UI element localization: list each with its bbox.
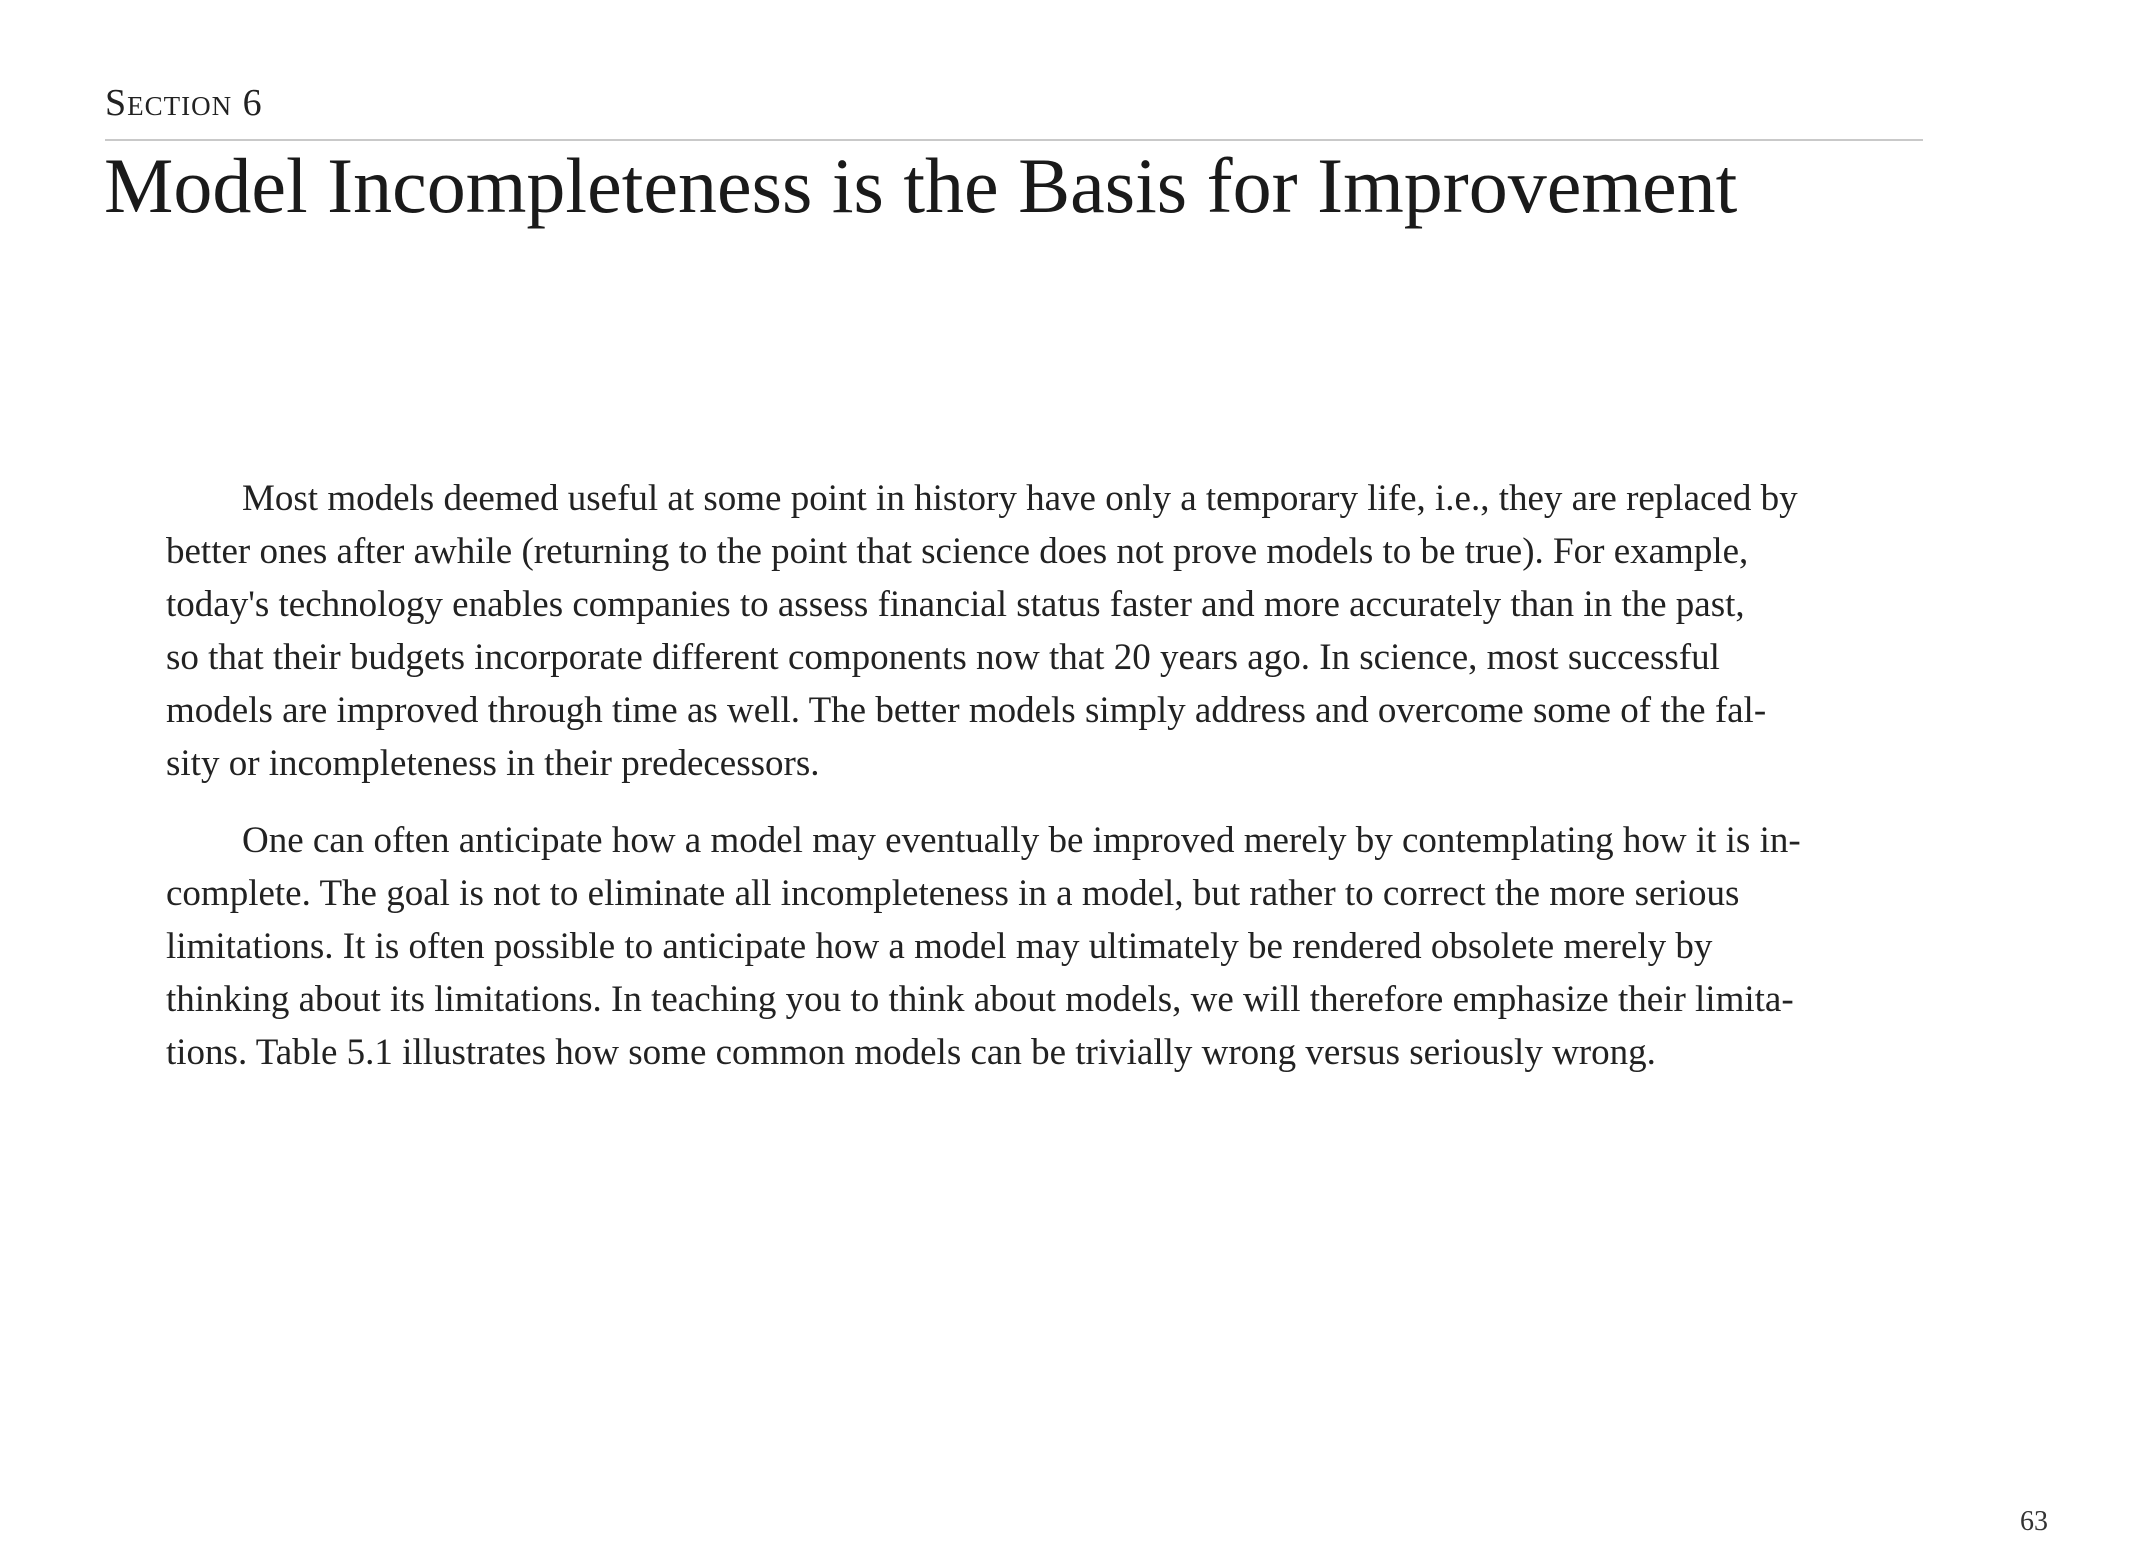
paragraph-2: [166, 814, 2004, 1079]
paragraph-line: today's technology enables companies to assess financial status faster and more accurately than in the past,: [166, 584, 1745, 625]
paragraph-line: sity or incompleteness in their predecessors.: [166, 743, 820, 784]
paragraph-line: thinking about its limitations. In teaching you to think about models, we will therefore emphasize their limita-: [166, 979, 1794, 1020]
paragraph-line: limitations. It is often possible to anticipate how a model may ultimately be rendered obsolete merely by: [166, 926, 1713, 967]
paragraph-1: [166, 472, 2004, 790]
paragraph-line: Most models deemed useful at some point in history have only a temporary life, i.e., they are replaced by: [242, 478, 1798, 519]
page-number: 63: [2020, 1506, 2048, 1537]
body-text: [166, 472, 2004, 1103]
title-rule: [105, 139, 1923, 141]
paragraph-line: complete. The goal is not to eliminate all incompleteness in a model, but rather to correct the more serious: [166, 873, 1740, 914]
paragraph-line: models are improved through time as well. The better models simply address and overcome some of the fal-: [166, 690, 1767, 731]
paragraph-line: tions. Table 5.1 illustrates how some common models can be trivially wrong versus seriously wrong.: [166, 1032, 1656, 1073]
paragraph-line: better ones after awhile (returning to the point that science does not prove models to be true). For example,: [166, 531, 1749, 572]
paragraph-line: One can often anticipate how a model may eventually be improved merely by contemplating how it is in-: [242, 820, 1801, 861]
section-label: Section 6: [105, 82, 263, 124]
page-title: Model Incompleteness is the Basis for Improvement: [104, 142, 1738, 229]
paragraph-line: so that their budgets incorporate different components now that 20 years ago. In science, most successful: [166, 637, 1720, 678]
